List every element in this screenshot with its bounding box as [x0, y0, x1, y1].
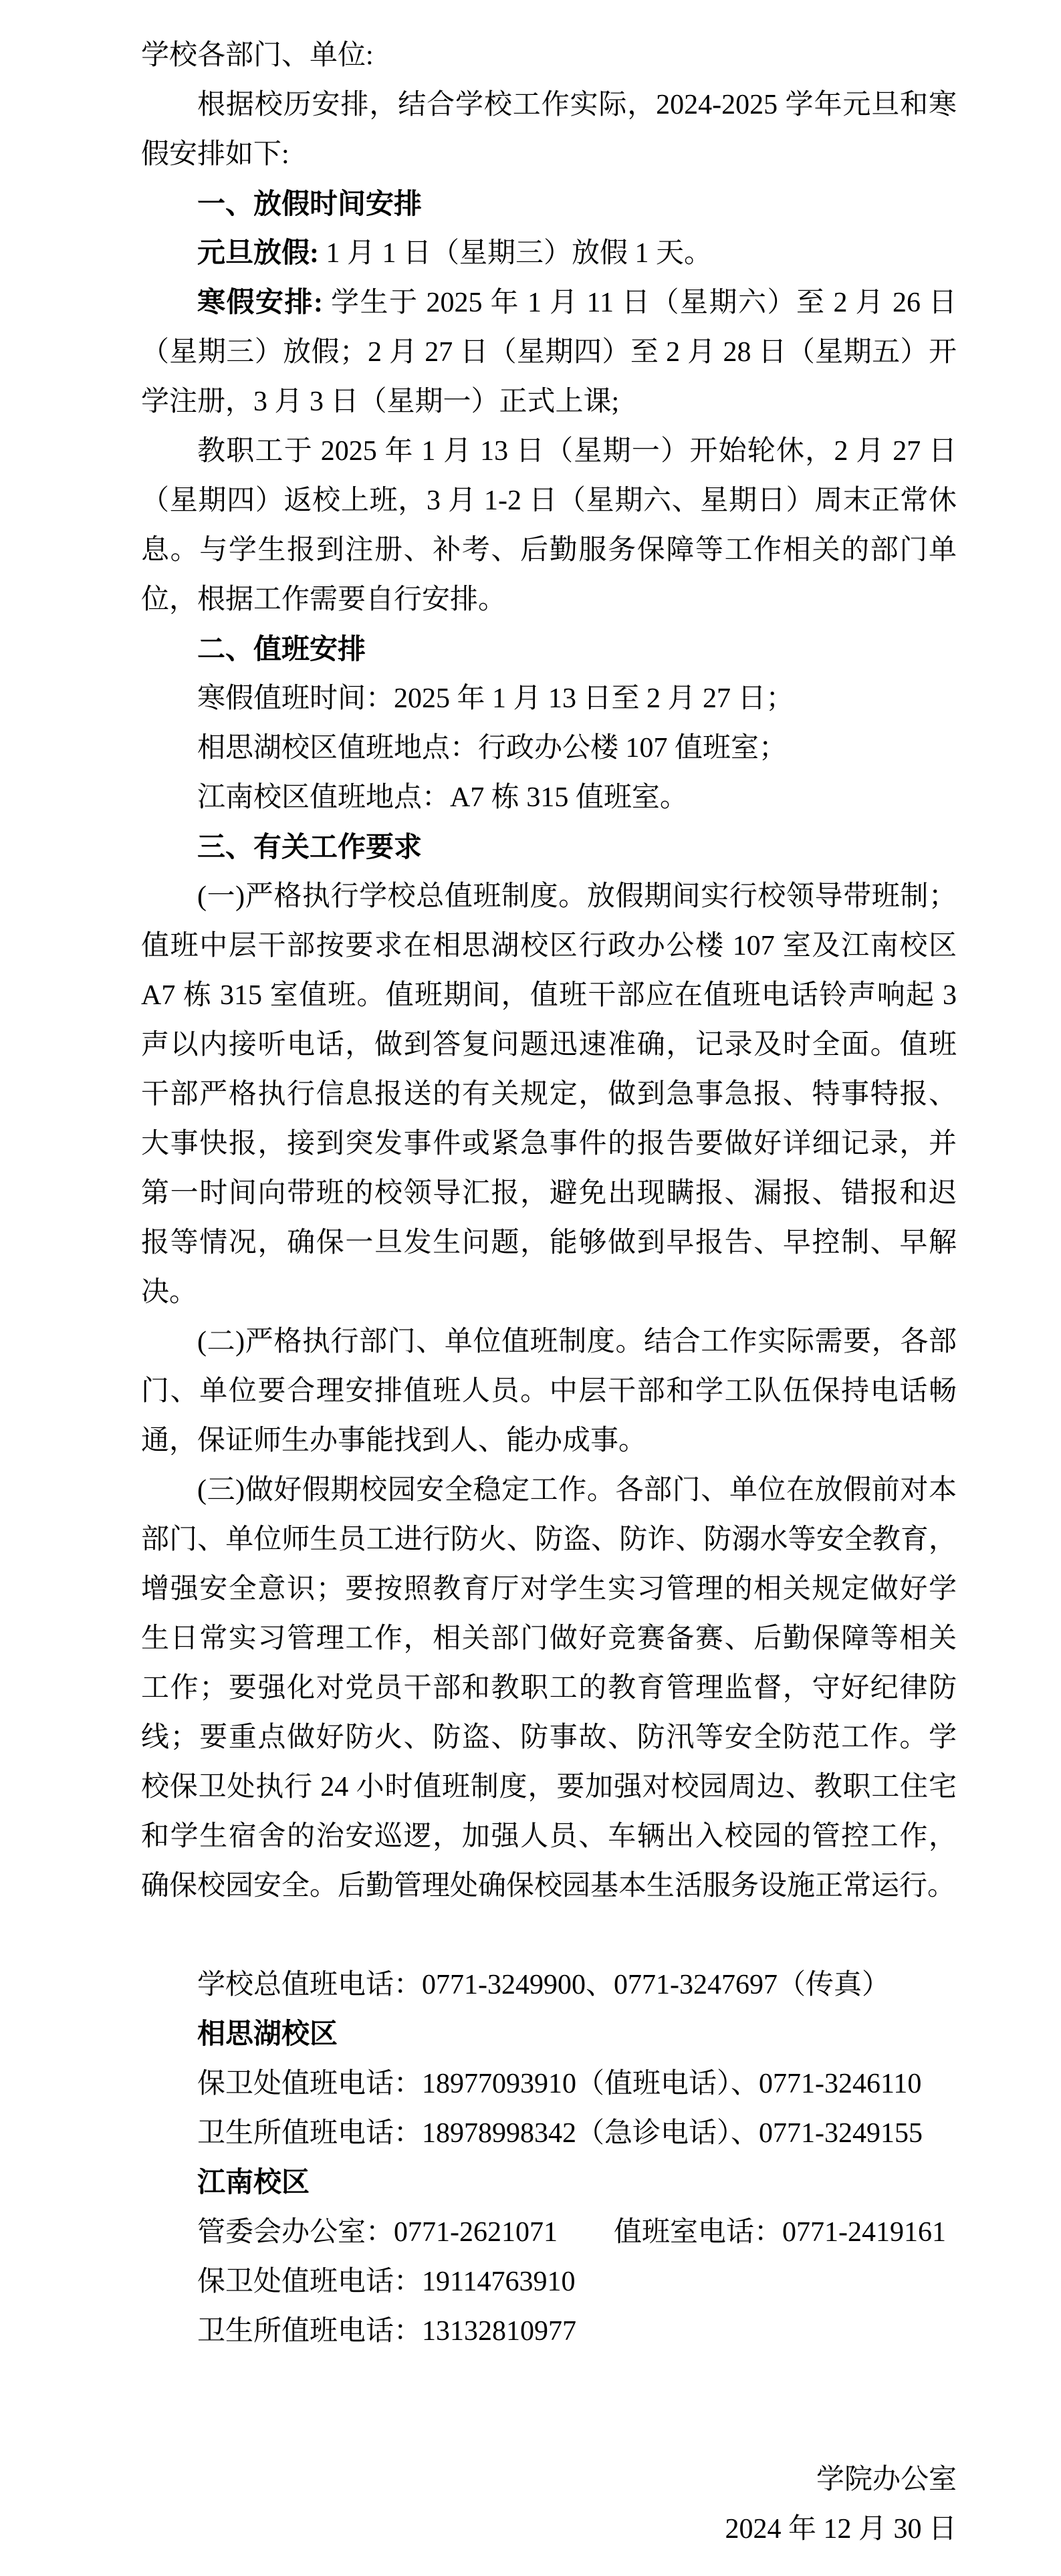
- text-line: 声以内接听电话，做到答复问题迅速准确，记录及时全面。值班: [141, 1030, 957, 1060]
- text-line: 值班中层干部按要求在相思湖校区行政办公楼 107 室及江南校区: [141, 931, 957, 961]
- blank-line: [141, 2356, 957, 2406]
- text-line: 学校各部门、单位:: [141, 40, 374, 71]
- text-line: 保卫处值班电话：18977093910（值班电话）、0771-3246110: [197, 2069, 922, 2099]
- text-line: 2024 年 12 月 30 日: [725, 2514, 957, 2545]
- text-line: 元旦放假: 1 月 1 日（星期三）放假 1 天。: [197, 238, 713, 269]
- document-body: [141, 31, 957, 2554]
- text-line: 学院办公室: [816, 2464, 957, 2495]
- text-line: 寒假值班时间：2025 年 1 月 13 日至 2 月 27 日；: [197, 683, 794, 714]
- text-line: 学校总值班电话：0771-3249900、0771-3247697（传真）: [197, 1970, 890, 2000]
- text-line: A7 栋 315 室值班。值班期间，值班干部应在值班电话铃声响起 3: [141, 980, 957, 1011]
- text-line: 卫生所值班电话：18978998342（急诊电话）、0771-3249155: [197, 2118, 923, 2149]
- text-line: 假安排如下:: [141, 139, 289, 170]
- text-line: 位，根据工作需要自行安排。: [141, 584, 507, 615]
- bold-lead: 寒假安排:: [197, 287, 323, 318]
- text-line: 通，保证师生办事能找到人、能办成事。: [141, 1425, 647, 1456]
- text-line: (一)严格执行学校总值班制度。放假期间实行校领导带班制；: [197, 881, 957, 912]
- text-line: 确保校园安全。后勤管理处确保校园基本生活服务设施正常运行。: [141, 1871, 956, 1901]
- text-line: 管委会办公室：0771-2621071 值班室电话：0771-2419161: [197, 2217, 946, 2248]
- text-line: 相思湖校区: [197, 2019, 338, 2050]
- text-line: 和学生宿舍的治安巡逻，加强人员、车辆出入校园的管控工作，: [141, 1821, 957, 1852]
- text-line: 大事快报，接到突发事件或紧急事件的报告要做好详细记录，并: [141, 1129, 957, 1159]
- section-heading: 三、有关工作要求: [197, 831, 423, 862]
- text-line: （星期三）放假；2 月 27 日（星期四）至 2 月 28 日（星期五）开: [141, 337, 957, 368]
- text-line: 寒假安排: 学生于 2025 年 1 月 11 日（星期六）至 2 月 26 日: [197, 287, 957, 318]
- text-line: （星期四）返校上班，3 月 1-2 日（星期六、星期日）周末正常休: [141, 485, 957, 516]
- blank-line: [141, 1911, 957, 1960]
- section-heading: 二、值班安排: [197, 633, 366, 665]
- text-line: 卫生所值班电话：13132810977: [197, 2316, 577, 2347]
- text-line: 门、单位要合理安排值班人员。中层干部和学工队伍保持电话畅: [141, 1376, 957, 1407]
- text-line: 第一时间向带班的校领导汇报，避免出现瞒报、漏报、错报和迟: [141, 1178, 957, 1209]
- text-line: 江南校区值班地点：A7 栋 315 值班室。: [197, 782, 688, 813]
- text-line: 息。与学生报到注册、补考、后勤服务保障等工作相关的部门单: [141, 535, 957, 566]
- text-line: (二)严格执行部门、单位值班制度。结合工作实际需要，各部: [197, 1326, 957, 1357]
- text-line: 干部严格执行信息报送的有关规定，做到急事急报、特事特报、: [141, 1079, 957, 1110]
- text-line: 线；要重点做好防火、防盗、防事故、防汛等安全防范工作。学: [141, 1722, 957, 1753]
- text-line: 决。: [141, 1277, 198, 1308]
- text-line: 工作；要强化对党员干部和教职工的教育管理监督，守好纪律防: [141, 1673, 957, 1704]
- text-line: 江南校区: [197, 2168, 310, 2198]
- text-line: 根据校历安排，结合学校工作实际，2024-2025 学年元旦和寒: [197, 90, 957, 120]
- bold-lead: 元旦放假:: [197, 238, 319, 269]
- text-line: 相思湖校区值班地点：行政办公楼 107 值班室；: [197, 733, 788, 764]
- text-line: 报等情况，确保一旦发生问题，能够做到早报告、早控制、早解: [141, 1227, 957, 1258]
- blank-line: [141, 2406, 957, 2455]
- text-line: 学注册，3 月 3 日（星期一）正式上课;: [141, 386, 620, 417]
- text-line: 校保卫处执行 24 小时值班制度，要加强对校园周边、教职工住宅: [141, 1772, 957, 1802]
- text-line: 生日常实习管理工作，相关部门做好竞赛备赛、后勤保障等相关: [141, 1623, 957, 1654]
- text-line: 保卫处值班电话：19114763910: [197, 2266, 576, 2297]
- section-heading: 一、放假时间安排: [197, 188, 423, 219]
- text-line: (三)做好假期校园安全稳定工作。各部门、单位在放假前对本: [197, 1475, 957, 1506]
- text-line: 教职工于 2025 年 1 月 13 日（星期一）开始轮休，2 月 27 日: [197, 436, 957, 467]
- text-line: 增强安全意识；要按照教育厅对学生实习管理的相关规定做好学: [141, 1574, 957, 1605]
- text-line: 部门、单位师生员工进行防火、防盗、防诈、防溺水等安全教育，: [141, 1524, 957, 1555]
